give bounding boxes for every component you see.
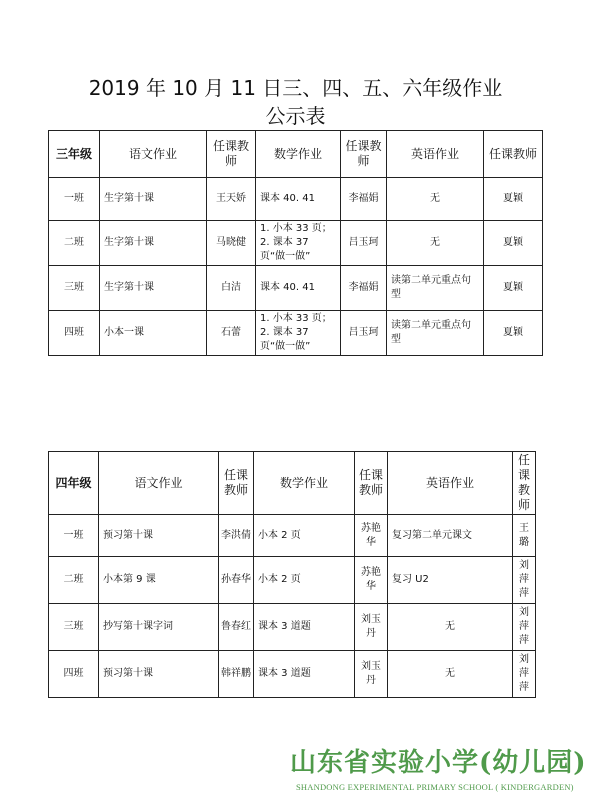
class-cell: 四班 (49, 311, 100, 356)
math-cell: 课本 40. 41 (256, 266, 341, 311)
table-row (49, 311, 543, 356)
teacher-cell: 李福娟 (341, 178, 387, 221)
teacher-cell: 吕玉珂 (341, 311, 387, 356)
grade-label: 三年级 (49, 131, 100, 178)
math-cell: 小本 2 页 (254, 515, 355, 557)
teacher-cell: 鲁春红 (219, 604, 254, 651)
header-teacher: 任课教师 (341, 131, 387, 178)
table-header-row (49, 452, 536, 515)
school-logo-text: 山东省实验小学(幼儿园) (290, 748, 587, 778)
class-cell: 三班 (49, 266, 100, 311)
table-row (49, 266, 543, 311)
header-teacher: 任课教师 (513, 452, 536, 515)
header-english: 英语作业 (388, 452, 513, 515)
chinese-cell: 预习第十课 (99, 515, 219, 557)
english-cell: 无 (388, 604, 513, 651)
table-row (49, 515, 536, 557)
class-cell: 三班 (49, 604, 99, 651)
teacher-cell: 刘玉丹 (355, 651, 388, 698)
class-cell: 四班 (49, 651, 99, 698)
english-cell: 无 (387, 221, 484, 266)
chinese-cell: 小本第 9 课 (99, 557, 219, 604)
chinese-cell: 抄写第十课字词 (99, 604, 219, 651)
chinese-cell: 生字第十课 (100, 221, 207, 266)
class-cell: 二班 (49, 557, 99, 604)
teacher-cell: 马晓健 (207, 221, 256, 266)
teacher-cell: 夏颖 (484, 311, 543, 356)
english-cell: 复习 U2 (388, 557, 513, 604)
teacher-cell: 孙春华 (219, 557, 254, 604)
teacher-cell: 吕玉珂 (341, 221, 387, 266)
class-cell: 一班 (49, 515, 99, 557)
table-row (49, 557, 536, 604)
english-cell: 无 (387, 178, 484, 221)
header-math: 数学作业 (254, 452, 355, 515)
teacher-cell: 韩祥鹏 (219, 651, 254, 698)
table-row (49, 221, 543, 266)
table-row (49, 178, 543, 221)
class-cell: 二班 (49, 221, 100, 266)
table-row (49, 604, 536, 651)
teacher-cell: 李福娟 (341, 266, 387, 311)
english-cell: 无 (388, 651, 513, 698)
table-header-row (49, 131, 543, 178)
math-cell: 课本 40. 41 (256, 178, 341, 221)
title-line-1: 2019 年 10 月 11 日三、四、五、六年级作业 (88, 76, 503, 100)
english-cell: 复习第二单元课文 (388, 515, 513, 557)
math-cell: 课本 3 道题 (254, 651, 355, 698)
grade3-homework-table (48, 130, 543, 356)
teacher-cell: 王璐 (513, 515, 536, 557)
header-english: 英语作业 (387, 131, 484, 178)
math-cell: 课本 3 道题 (254, 604, 355, 651)
teacher-cell: 石蕾 (207, 311, 256, 356)
teacher-cell: 刘萍萍 (513, 651, 536, 698)
chinese-cell: 生字第十课 (100, 178, 207, 221)
header-teacher: 任课教师 (219, 452, 254, 515)
teacher-cell: 苏艳华 (355, 515, 388, 557)
english-cell: 读第二单元重点句型 (387, 266, 484, 311)
math-cell: 1. 小本 33 页；2. 课本 37 页“做一做” (256, 311, 341, 356)
teacher-cell: 白洁 (207, 266, 256, 311)
teacher-cell: 刘萍萍 (513, 557, 536, 604)
class-cell: 一班 (49, 178, 100, 221)
chinese-cell: 预习第十课 (99, 651, 219, 698)
teacher-cell: 苏艳华 (355, 557, 388, 604)
grade-label: 四年级 (49, 452, 99, 515)
math-cell: 1. 小本 33 页；2. 课本 37 页“做一做” (256, 221, 341, 266)
math-cell: 小本 2 页 (254, 557, 355, 604)
header-teacher: 任课教师 (355, 452, 388, 515)
header-teacher: 任课教师 (484, 131, 543, 178)
teacher-cell: 夏颖 (484, 221, 543, 266)
header-chinese: 语文作业 (99, 452, 219, 515)
teacher-cell: 夏颖 (484, 266, 543, 311)
grade4-homework-table (48, 451, 536, 698)
header-teacher: 任课教师 (207, 131, 256, 178)
english-cell: 读第二单元重点句型 (387, 311, 484, 356)
chinese-cell: 生字第十课 (100, 266, 207, 311)
header-math: 数学作业 (256, 131, 341, 178)
table-row (49, 651, 536, 698)
header-chinese: 语文作业 (100, 131, 207, 178)
teacher-cell: 李洪倩 (219, 515, 254, 557)
teacher-cell: 王天娇 (207, 178, 256, 221)
teacher-cell: 刘萍萍 (513, 604, 536, 651)
page-title (0, 74, 591, 130)
chinese-cell: 小本一课 (100, 311, 207, 356)
teacher-cell: 刘玉丹 (355, 604, 388, 651)
school-logo-english: SHANDONG EXPERIMENTAL PRIMARY SCHOOL ( KINDERGARDEN) (296, 782, 574, 792)
title-line-2: 公示表 (265, 104, 326, 128)
teacher-cell: 夏颖 (484, 178, 543, 221)
